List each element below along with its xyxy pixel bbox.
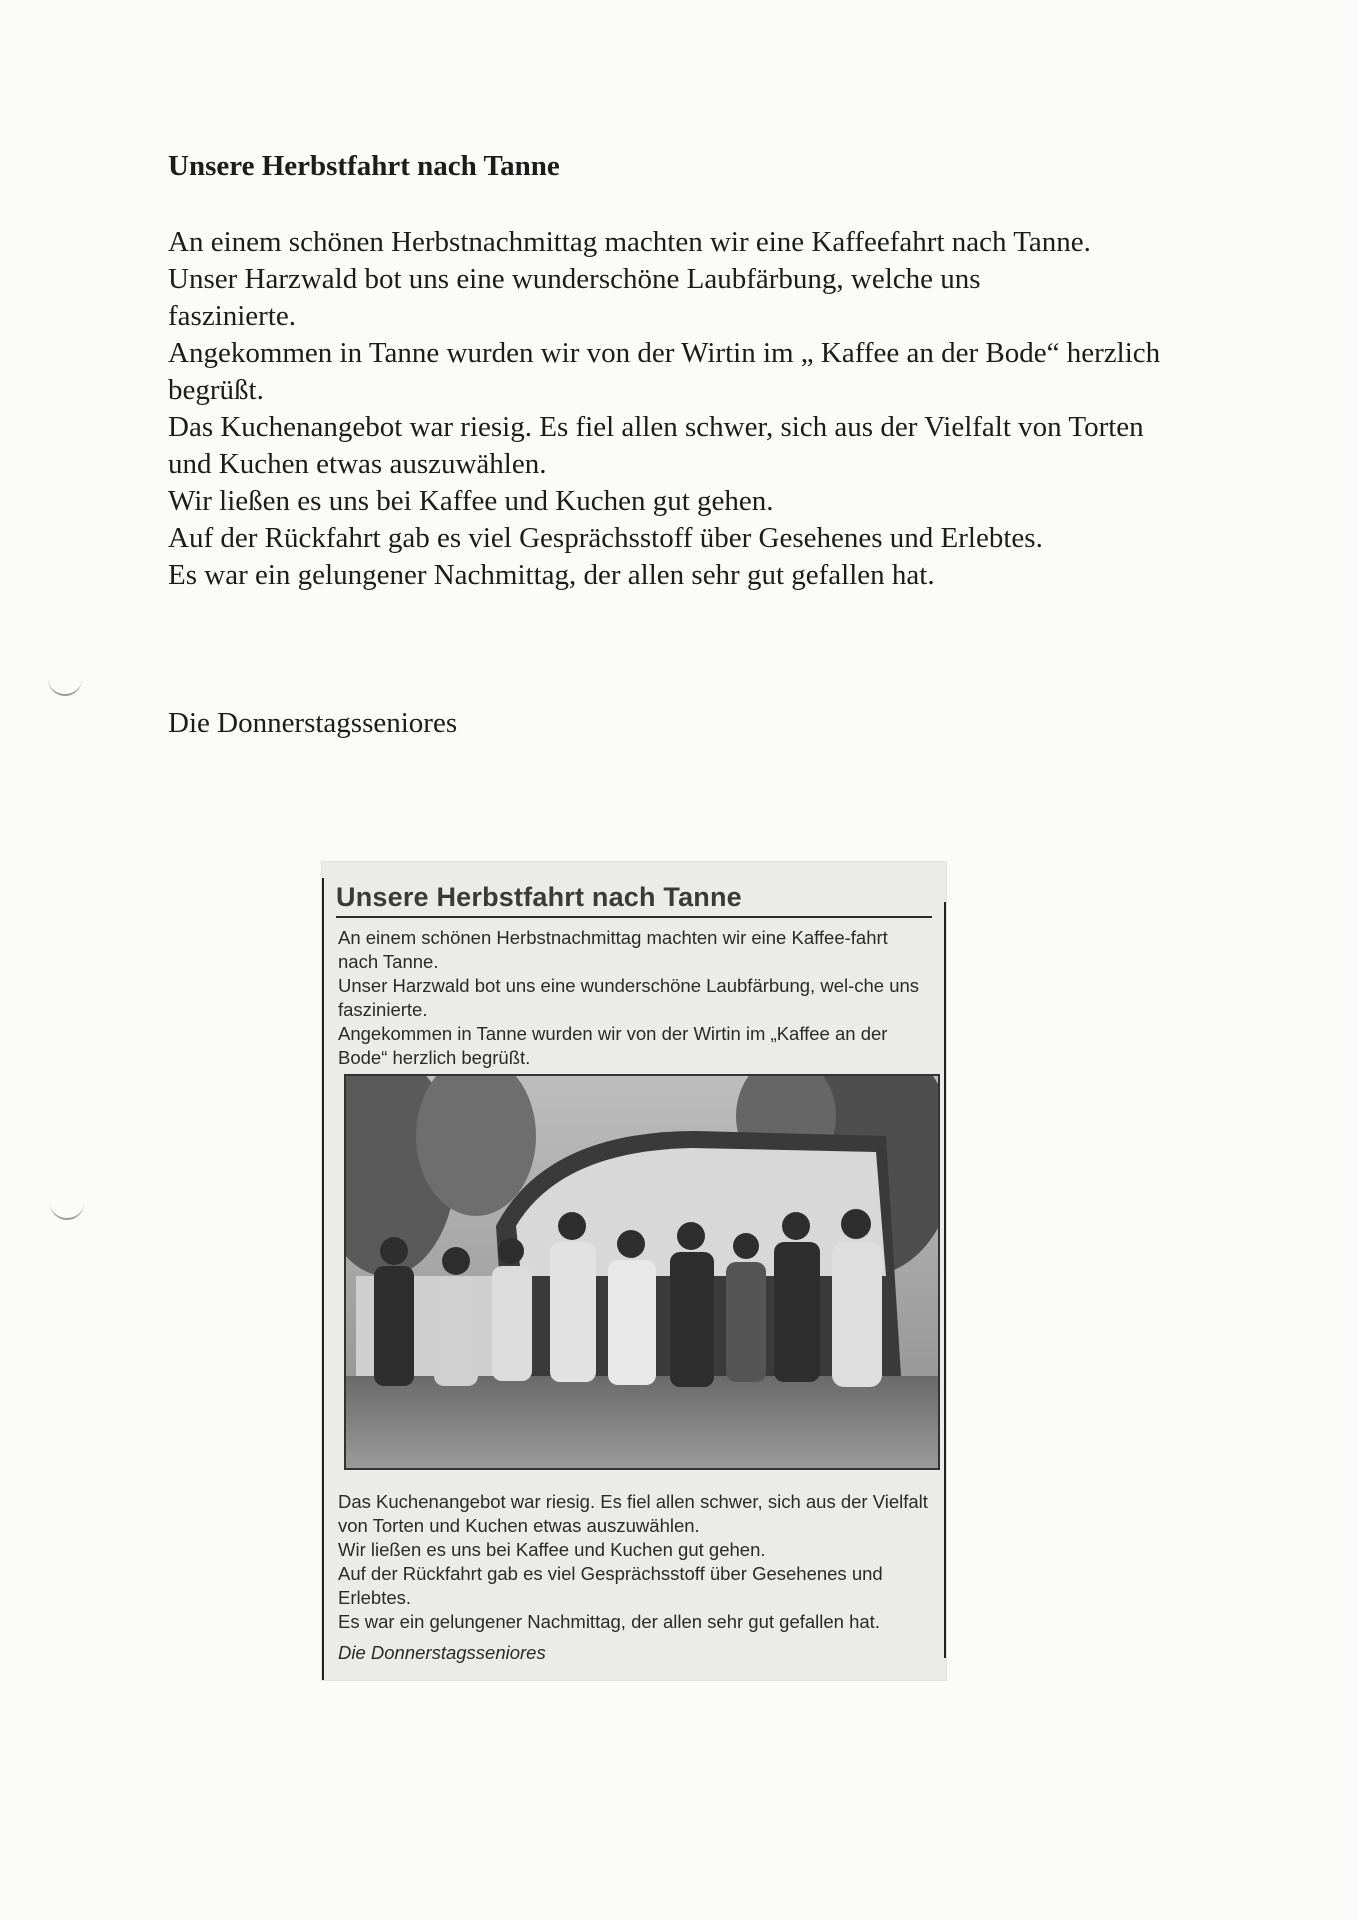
document-body [168,224,1288,594]
punch-hole-top [48,672,82,696]
clipping-paragraph: Es war ein gelungener Nachmittag, der allen sehr gut gefallen hat. [338,1611,880,1632]
document-paragraph: Wir ließen es uns bei Kaffee und Kuchen gut gehen. [168,485,774,517]
document-paragraph: An einem schönen Herbstnachmittag machten wir eine Kaffeefahrt nach Tanne. [168,226,1091,258]
clipping-signature: Die Donnerstagsseniores [338,1642,546,1663]
newspaper-clipping [322,862,946,1680]
punch-hole-bottom [50,1196,84,1220]
document-paragraph: Unser Harzwald bot uns eine wunderschöne Laubfärbung, welche uns faszinierte. [168,263,981,332]
clipping-paragraph: Das Kuchenangebot war riesig. Es fiel allen schwer, sich aus der Vielfalt von Torten und Kuchen etwas auszuwählen. [338,1491,928,1536]
clipping-title-rule [336,916,932,918]
clipping-title: Unsere Herbstfahrt nach Tanne [336,882,742,912]
document-signature: Die Donnerstagsseniores [168,707,458,739]
clipping-right-rule [944,902,946,1658]
clipping-paragraph: An einem schönen Herbstnachmittag machten wir eine Kaffee-fahrt nach Tanne. [338,927,888,972]
document-paragraph: Auf der Rückfahrt gab es viel Gesprächsstoff über Gesehenes und Erlebtes. [168,522,1043,554]
clipping-paragraph: Angekommen in Tanne wurden wir von der Wirtin im „Kaffee an der Bode“ herzlich begrüßt. [338,1023,888,1068]
document-paragraph: Das Kuchenangebot war riesig. Es fiel allen schwer, sich aus der Vielfalt von Torten und Kuchen etwas auszuwählen. [168,411,1144,480]
clipping-text-top [338,926,938,1070]
clipping-paragraph: Unser Harzwald bot uns eine wunderschöne Laubfärbung, wel-che uns faszinierte. [338,975,920,1020]
document-paragraph: Angekommen in Tanne wurden wir von der Wirtin im „ Kaffee an der Bode“ herzlich begrüßt. [168,337,1161,406]
clipping-paragraph: Wir ließen es uns bei Kaffee und Kuchen gut gehen. [338,1539,766,1560]
document-title: Unsere Herbstfahrt nach Tanne [168,150,560,182]
group-photo-icon [344,1074,940,1470]
clipping-text-bottom [338,1490,938,1634]
document-paragraph: Es war ein gelungener Nachmittag, der allen sehr gut gefallen hat. [168,559,935,591]
clipping-left-rule [322,878,324,1680]
clipping-paragraph: Auf der Rückfahrt gab es viel Gesprächsstoff über Gesehenes und Erlebtes. [338,1563,883,1608]
